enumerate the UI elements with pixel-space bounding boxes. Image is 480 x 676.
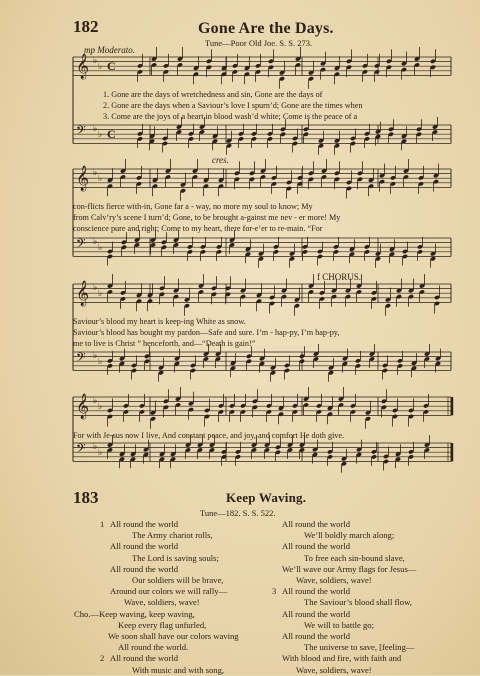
flat-icon: ♭ — [93, 124, 98, 134]
crescendo-marking: cres. — [212, 155, 229, 165]
bass-clef-icon: 𝄢 — [76, 350, 86, 368]
poem-text: With blood and fire, with faith and — [282, 653, 402, 664]
flat-icon: ♭ — [98, 448, 103, 458]
chorus-text: All round the world. — [118, 642, 189, 653]
poem-line — [272, 553, 416, 564]
treble-clef-icon: 𝄞 — [76, 394, 90, 419]
flat-icon: ♭ — [98, 402, 103, 412]
poem-line — [272, 620, 416, 631]
tempo-marking: mp Moderato. — [84, 45, 135, 55]
poem-line — [100, 541, 239, 552]
poem-text: All round the world — [110, 563, 179, 574]
flat-icon: ♭ — [93, 168, 98, 178]
poem-text: With music and with song, — [132, 664, 225, 675]
hymn-number: 182 — [73, 17, 99, 36]
poem-text: We will to battle go; — [304, 619, 374, 630]
poem-line — [272, 665, 416, 676]
poem-line — [272, 597, 416, 608]
lyric-line: 2. Gone are the days when a Saviour’s love I spurn’d; Gone are the times when — [103, 101, 363, 110]
bass-clef-icon: 𝄢 — [76, 123, 86, 141]
system-4-lyrics — [73, 430, 451, 441]
flat-icon: ♭ — [93, 396, 98, 406]
treble-clef-icon: 𝄞 — [76, 54, 90, 79]
time-signature: C — [107, 127, 116, 141]
poem-text: All round the world — [282, 608, 351, 619]
poem-line — [272, 541, 416, 552]
poem-text: All round the world — [110, 653, 179, 664]
poem-line — [272, 653, 416, 664]
chorus-label: f CHORUS. — [317, 272, 362, 282]
treble-clef-icon: 𝄞 — [76, 281, 90, 306]
verse-number: 3 — [272, 586, 277, 597]
poem-line — [100, 564, 239, 575]
chorus-line — [74, 608, 239, 620]
lyric-line: For with Je-sus now I live, And constant peace, and joy, and comfort He doth give. — [73, 431, 345, 440]
poem-line — [100, 597, 239, 608]
poem-line — [272, 631, 416, 642]
lyric-line: me to live is Christ ” henceforth, and—“Death is gain!” — [73, 339, 256, 348]
system-2-lyrics — [73, 201, 451, 234]
verse-number: 2 — [100, 653, 105, 664]
poem-text: The universe to save, [feeling— — [304, 642, 415, 653]
flat-icon: ♭ — [93, 442, 98, 452]
poem-left-column — [74, 519, 239, 676]
lyric-line: conscience pure and right; Come to my heart, there for-e’er to re-main. “For — [73, 224, 323, 233]
poem-text: Wave, soldiers, wave! — [124, 597, 200, 608]
poem-line — [272, 586, 416, 597]
chorus-text: We soon shall have our colors waving — [108, 631, 239, 642]
poem-text: Around our colors we will rally— — [110, 586, 228, 597]
hymn-title: Gone Are the Days. — [198, 20, 334, 37]
lyric-line: from Calv’ry’s scene I turn’d; Gone, to be brought a-gainst me nev - er more! My — [73, 213, 341, 222]
flat-icon: ♭ — [98, 130, 103, 140]
poem-line — [272, 642, 416, 653]
system-3-lyrics — [73, 316, 451, 349]
chorus-line — [100, 631, 239, 642]
poem-text: Our soldiers will be brave, — [132, 575, 224, 586]
poem-text: We’ll boldly march along; — [304, 530, 395, 541]
poem-line — [100, 665, 239, 676]
lyric-line: Saviour’s blood has bought my pardon—Safe and sure. I’m - hap-py, I’m hap-py, — [73, 328, 340, 337]
hymn-tune: Tune—Poor Old Joe. S. S. 273. — [205, 38, 313, 48]
poem-line — [272, 519, 416, 530]
flat-icon: ♭ — [93, 56, 98, 66]
flat-icon: ♭ — [98, 243, 103, 253]
chorus-line — [100, 642, 239, 653]
poem-text: The Army chariot rolls, — [132, 530, 213, 541]
poem-text: All round the world — [282, 541, 351, 552]
system-1-lyrics — [103, 89, 448, 122]
hymn-tune-2: Tune—182. S. S. 522. — [200, 508, 276, 518]
lyric-line: 1. Gone are the days of wretchedness and sin, Gone are the days of — [103, 90, 323, 99]
bass-clef-icon: 𝄢 — [76, 441, 86, 459]
poem-text: To free each sin-bound slave, — [304, 552, 405, 563]
poem-text: Wave, soldiers, wave! — [296, 575, 372, 586]
poem-line — [272, 564, 416, 575]
poem-text: The Saviour’s blood shall flow, — [304, 597, 412, 608]
bass-clef-icon: 𝄢 — [76, 236, 86, 254]
poem-line — [272, 609, 416, 620]
poem-line — [272, 530, 416, 541]
poem-line — [100, 653, 239, 664]
lyric-line: con-flicts fierce with-in, Gone far a - way, no more my soul to know; My — [73, 202, 313, 211]
poem-text: We’ll wave our Army flags for Jesus— — [282, 563, 417, 574]
poem-text: The Lord is saving souls; — [132, 552, 219, 563]
flat-icon: ♭ — [98, 357, 103, 367]
poem-line — [100, 575, 239, 586]
chorus-text: Keep every flag unfurled, — [118, 619, 207, 630]
poem-line — [272, 575, 416, 586]
chorus-prefix: Cho. — [74, 608, 91, 619]
poem-line — [100, 586, 239, 597]
lyric-line: 3. Come are the joys of a heart in blood wash’d white; Come is the peace of a — [103, 112, 358, 121]
flat-icon: ♭ — [93, 283, 98, 293]
poem-right-column — [272, 519, 416, 676]
hymn-number-2: 183 — [73, 488, 99, 507]
chorus-text: —Keep waving, keep waving, — [90, 608, 195, 619]
flat-icon: ♭ — [98, 289, 103, 299]
flat-icon: ♭ — [98, 174, 103, 184]
poem-line — [100, 553, 239, 564]
poem-line — [100, 519, 239, 530]
verse-number: 1 — [100, 519, 105, 529]
poem-line — [100, 530, 239, 541]
poem-text: Wave, soldiers, wave! — [296, 664, 372, 675]
poem-text: All round the world — [110, 519, 179, 529]
lyric-line: Saviour’s blood my heart is keep-ing White as snow. — [73, 317, 246, 326]
poem-text: All round the world — [282, 586, 351, 597]
treble-clef-icon: 𝄞 — [76, 166, 90, 191]
hymn-title-2: Keep Waving. — [226, 490, 307, 505]
chorus-line — [100, 620, 239, 631]
poem-text: All round the world — [282, 519, 351, 529]
poem-text: All round the world — [110, 541, 179, 552]
flat-icon: ♭ — [98, 62, 103, 72]
flat-icon: ♭ — [93, 351, 98, 361]
poem-text: All round the world — [282, 631, 351, 642]
time-signature: C — [107, 59, 116, 73]
flat-icon: ♭ — [93, 237, 98, 247]
